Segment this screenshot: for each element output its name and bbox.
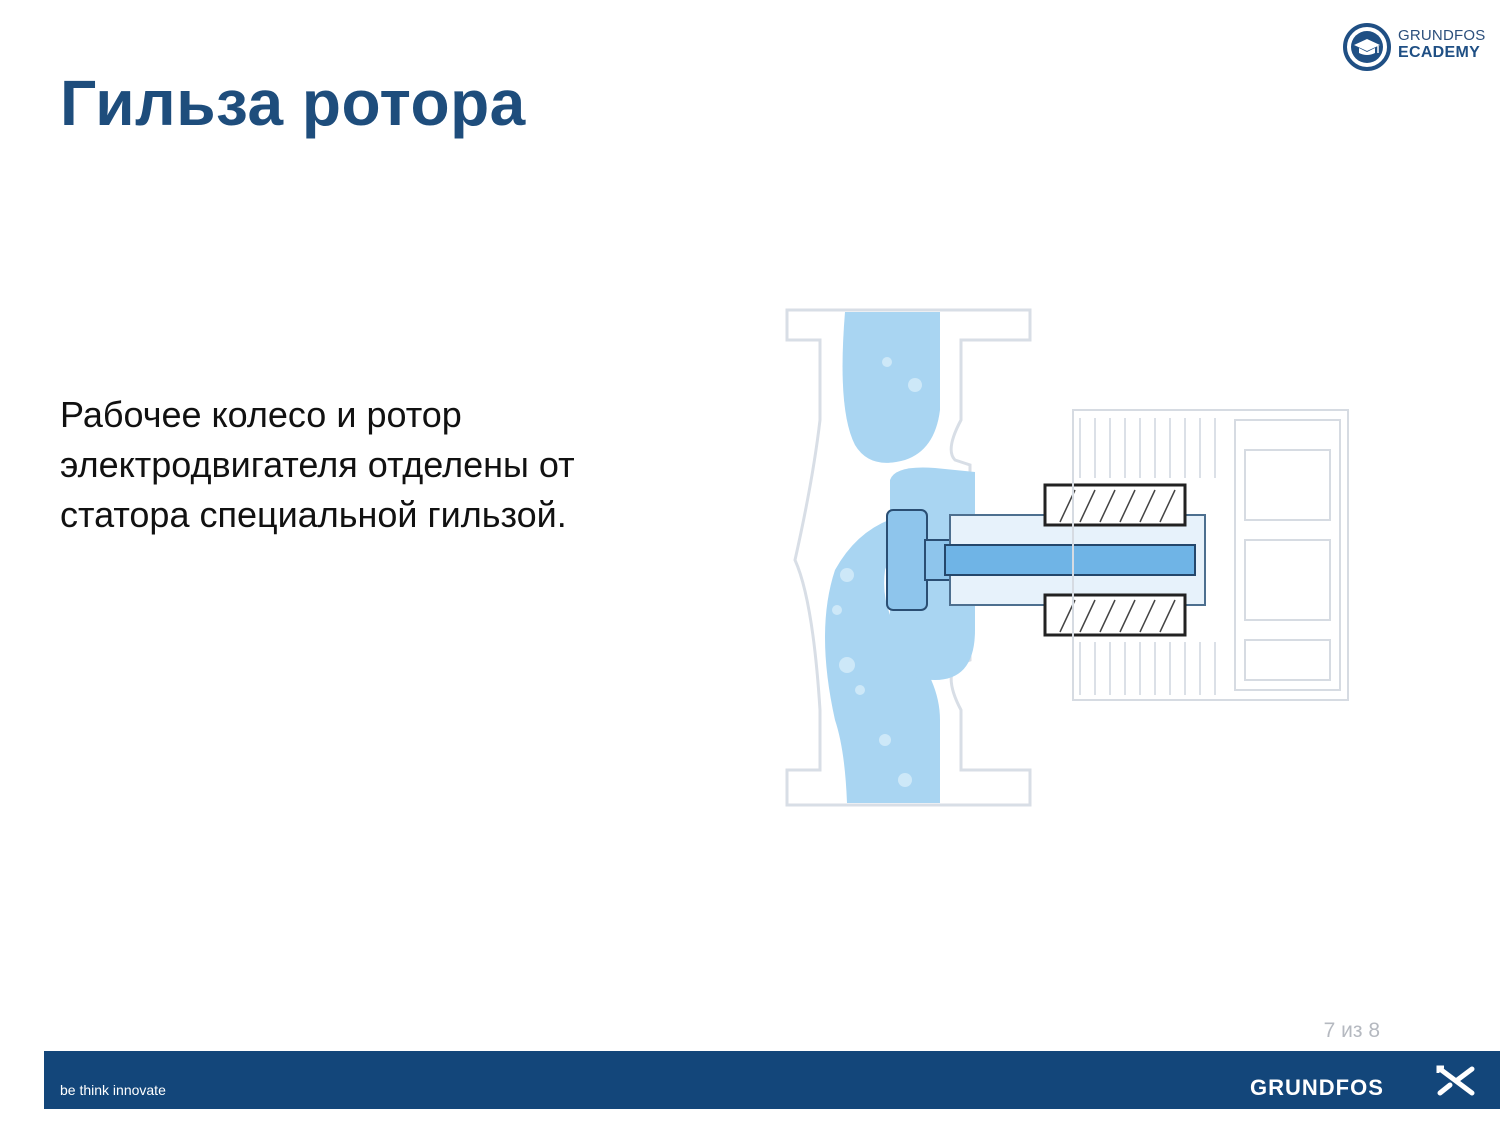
rotor-shaft — [945, 545, 1195, 575]
logo-line-ecademy: ECADEMY — [1398, 44, 1481, 61]
slide-title: Гильза ротора — [60, 67, 526, 139]
footer-tagline: be think innovate — [60, 1082, 166, 1098]
page-indicator: 7 из 8 — [1323, 1019, 1380, 1042]
footer-bar — [44, 1051, 1500, 1109]
pump-cross-section-diagram — [775, 300, 1365, 815]
footer-brand-logo: GRUNDFOS — [1250, 1075, 1384, 1100]
graduation-cap-icon — [1342, 22, 1392, 72]
grundfos-ecademy-logo — [1342, 22, 1487, 72]
slide-body-text: Рабочее колесо и ротор электродвигателя отделены от статора специальной гильзой. — [60, 394, 575, 535]
logo-line-grundfos: GRUNDFOS — [1398, 27, 1486, 44]
grundfos-x-mark-icon — [1436, 1065, 1476, 1097]
